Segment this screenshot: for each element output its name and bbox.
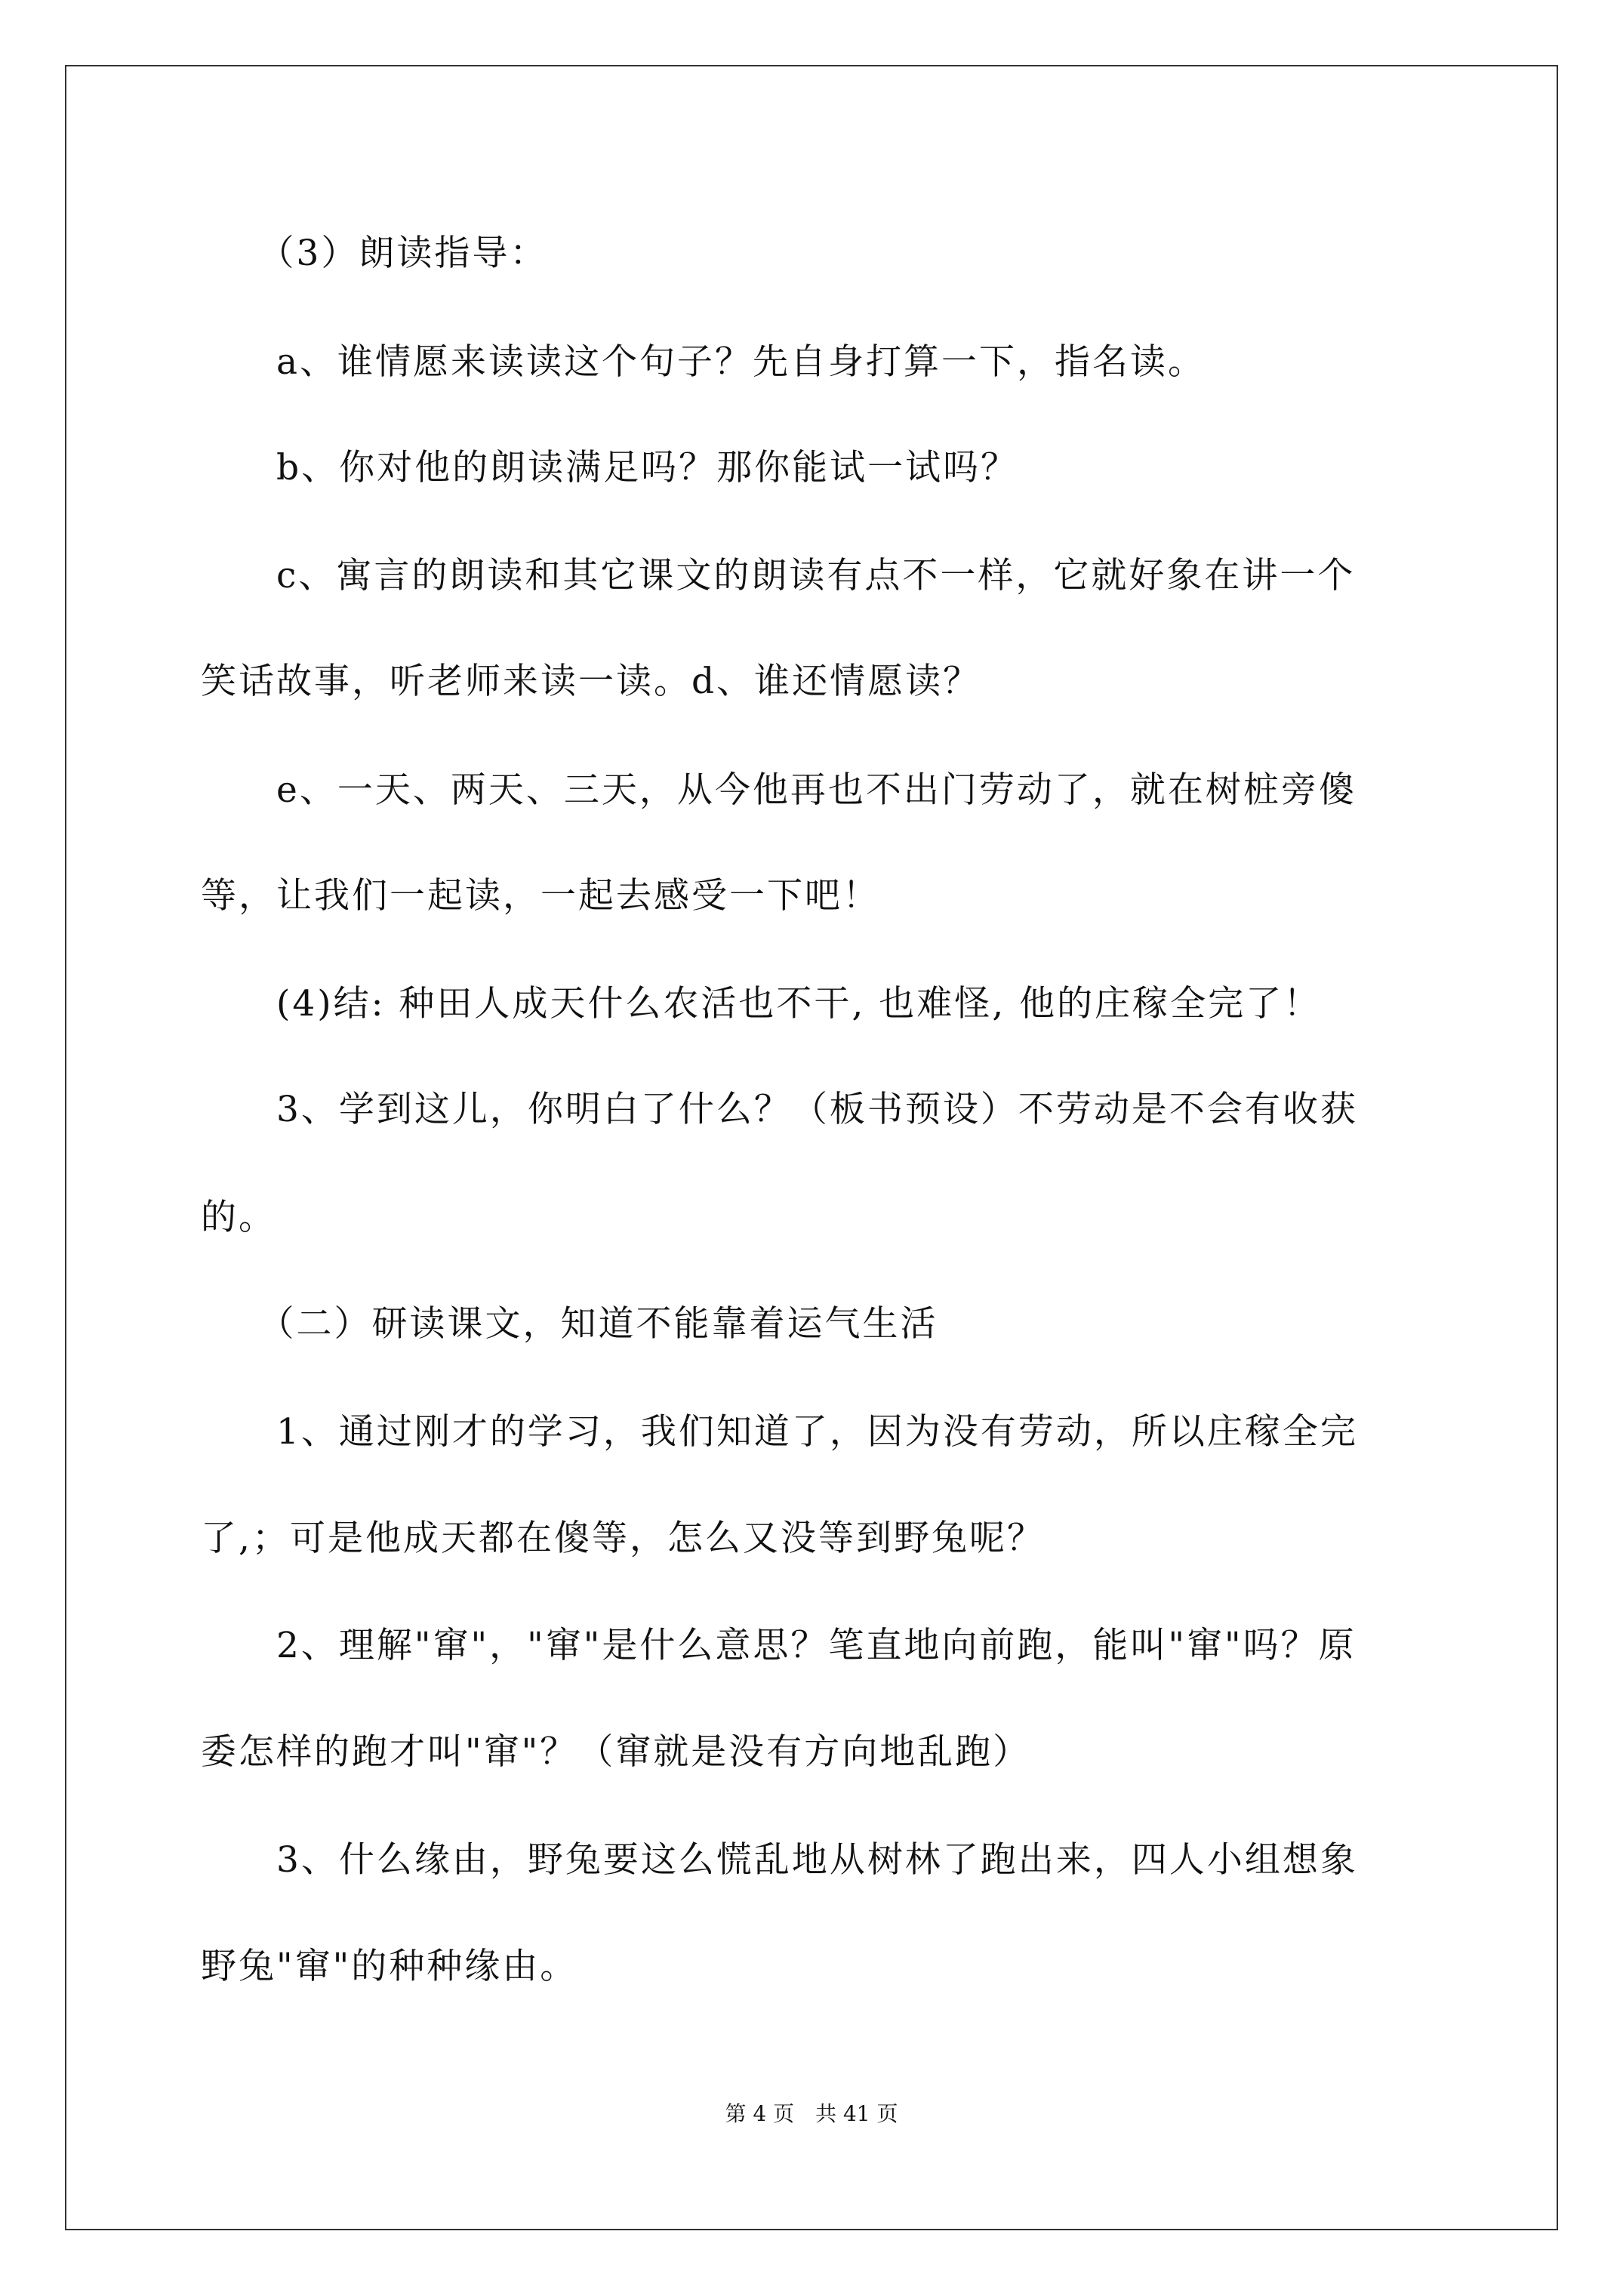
text-line: 笑话故事，听老师来读一读。d、谁还情愿读？: [201, 661, 981, 702]
text-line: a、谁情愿来读读这个句子？先自身打算一下，指名读。: [201, 341, 1206, 383]
text-line: 等，让我们一起读，一起去感受一下吧！: [201, 875, 880, 917]
text-line: 野兔"窜"的种种缘由。: [201, 1946, 578, 1987]
text-line: 2、理解"窜"，"窜"是什么意思？笔直地向前跑，能叫"窜"吗？原: [201, 1625, 1357, 1666]
text-line: 委怎样的跑才叫"窜"？（窜就是没有方向地乱跑）: [201, 1731, 1031, 1773]
page-border: [65, 65, 1558, 2230]
text-line: 的。: [201, 1197, 276, 1238]
text-line: 3、学到这儿，你明白了什么？（板书预设）不劳动是不会有收获: [201, 1089, 1358, 1130]
text-line: （二）研读课文，知道不能靠着运气生活: [201, 1303, 938, 1345]
text-line: 3、什么缘由，野兔要这么慌乱地从树林了跑出来，四人小组想象: [201, 1839, 1358, 1881]
text-line: (4)结: 种田人成天什么农活也不干, 也难怪, 他的庄稼全完了！: [201, 983, 1322, 1025]
text-line: 1、通过刚才的学习，我们知道了，因为没有劳动，所以庄稼全完: [201, 1411, 1358, 1453]
text-line: 了,；可是他成天都在傻等，怎么又没等到野兔呢？: [201, 1518, 1045, 1559]
text-line: c、寓言的朗读和其它课文的朗读有点不一样，它就好象在讲一个: [201, 555, 1356, 596]
text-line: b、你对他的朗读满足吗？那你能试一试吗？: [201, 447, 1019, 488]
text-line: e、一天、两天、三天，从今他再也不出门劳动了，就在树桩旁傻: [201, 769, 1357, 811]
page-footer: 第 4 页 共 41 页: [725, 2101, 898, 2126]
text-line: （3）朗读指导：: [201, 233, 548, 274]
